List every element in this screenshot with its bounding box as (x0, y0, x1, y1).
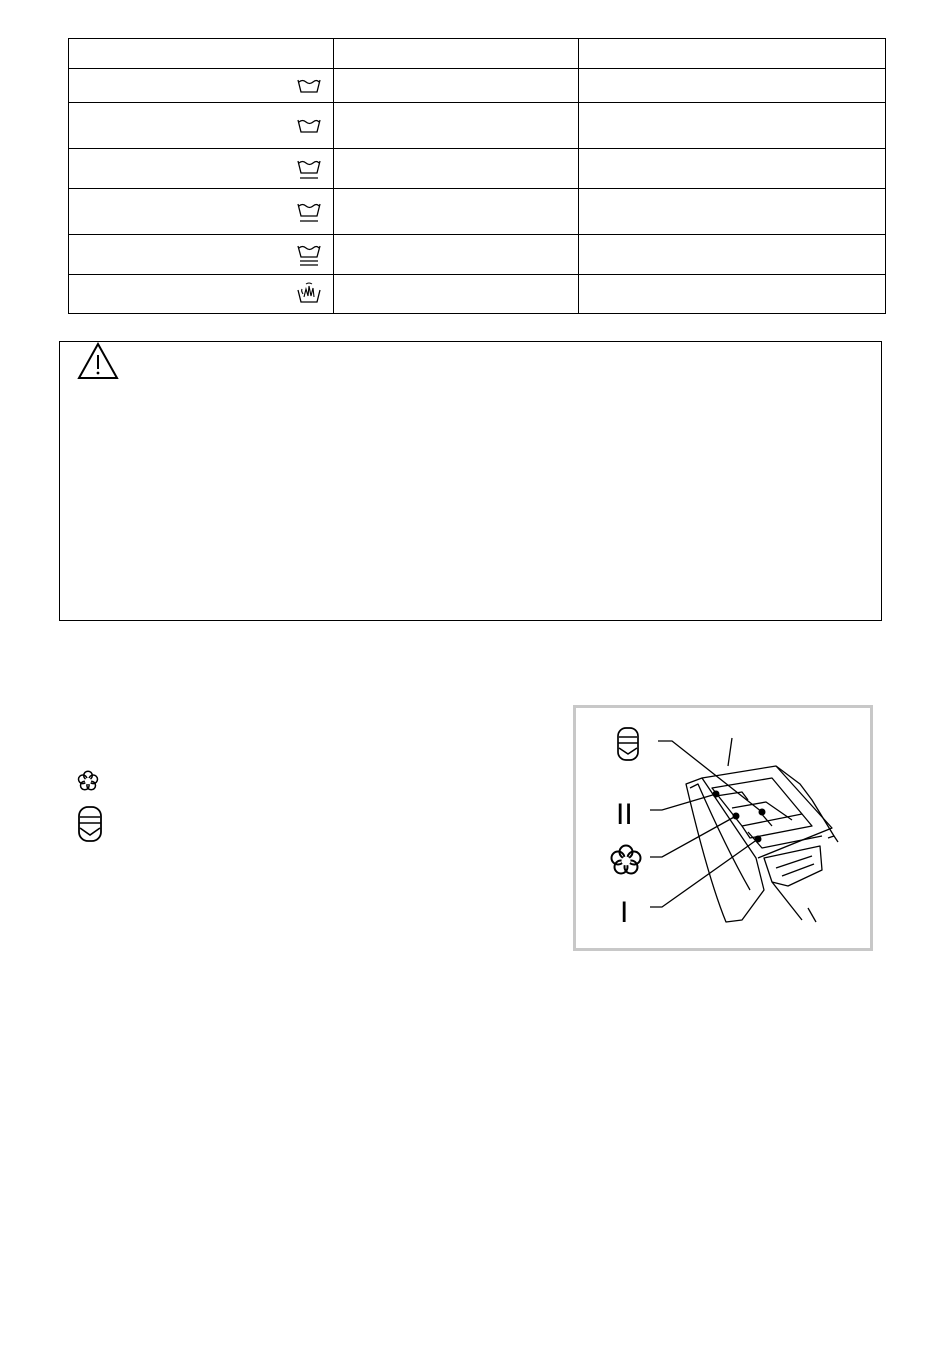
wash-tub-icon (295, 112, 323, 140)
compartment-ii-label: II (616, 798, 633, 831)
table-row (69, 149, 886, 189)
care-symbol-table (68, 38, 886, 314)
table-cell (579, 69, 886, 103)
hand-wash-icon (295, 280, 323, 308)
header-cell (334, 39, 579, 69)
symbol-cell (69, 275, 334, 314)
table-cell (334, 189, 579, 235)
warning-triangle-icon (77, 342, 119, 380)
table-cell (334, 103, 579, 149)
table-header-row (69, 39, 886, 69)
compartment-i-label: I (620, 896, 629, 929)
table-cell (579, 235, 886, 275)
header-cell (579, 39, 886, 69)
symbol-cell (69, 69, 334, 103)
table-cell (334, 69, 579, 103)
table-row (69, 235, 886, 275)
prewash-container-icon (77, 805, 103, 843)
table-cell (334, 149, 579, 189)
header-cell (69, 39, 334, 69)
table-cell (579, 103, 886, 149)
symbol-cell (69, 149, 334, 189)
warning-box (59, 341, 882, 621)
table-row (69, 189, 886, 235)
wash-tub-single-bar-icon (295, 155, 323, 183)
detergent-drawer-diagram (573, 705, 873, 951)
symbol-cell (69, 235, 334, 275)
wash-tub-double-bar-icon (295, 241, 323, 269)
table-cell (334, 235, 579, 275)
wash-tub-single-bar-icon (295, 198, 323, 226)
symbol-cell (69, 103, 334, 149)
table-cell (334, 275, 579, 314)
wash-tub-icon (295, 72, 323, 100)
table-row (69, 103, 886, 149)
prewash-container-icon (618, 728, 638, 760)
table-cell (579, 275, 886, 314)
table-row (69, 275, 886, 314)
symbol-cell (69, 189, 334, 235)
table-row (69, 69, 886, 103)
table-cell (579, 189, 886, 235)
flower-softener-icon (76, 769, 100, 793)
table-cell (579, 149, 886, 189)
